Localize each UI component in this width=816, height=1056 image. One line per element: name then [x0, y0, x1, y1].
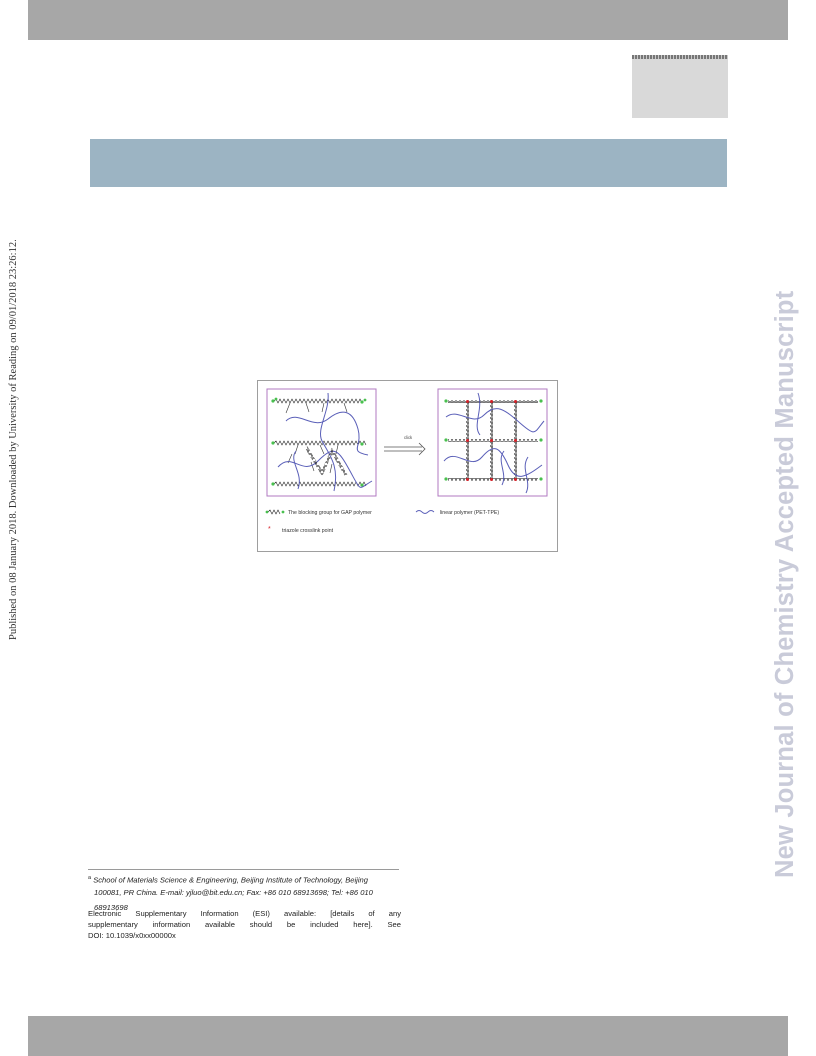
journal-logo-placeholder: [632, 55, 728, 118]
esi-line-1: Electronic Supplementary Information (ESI) available: [details of any: [88, 909, 401, 918]
reaction-arrow: [384, 435, 425, 455]
blocking-group-swatch: [268, 510, 280, 514]
panel-before: [267, 389, 376, 496]
affiliation-footnote: [88, 872, 402, 914]
logo-strip: [632, 55, 728, 59]
linear-polymer-chain: [446, 409, 544, 432]
article-title-bar: [90, 139, 727, 187]
figure-legend: [266, 510, 500, 534]
esi-line-2: supplementary information available should be included here]. See: [88, 919, 401, 929]
panel-after: [438, 389, 547, 496]
arrow-label: click: [404, 435, 413, 440]
gap-chain: [274, 482, 366, 486]
linear-polymer-chain: [286, 412, 368, 455]
legend-linear-polymer: linear polymer (PET-TPE): [440, 510, 500, 516]
gap-chain: [274, 441, 366, 445]
linear-polymer-chain: [477, 393, 480, 435]
crosslink-swatch: *: [268, 526, 271, 533]
affiliation-line-1: School of Materials Science & Engineering, Beijing Institute of Technology, Beijing: [93, 875, 368, 885]
esi-line-3: DOI: 10.1039/x0xx00000x: [88, 930, 176, 940]
gap-chain: [274, 399, 362, 403]
affiliation-line-2: 100081, PR China. E-mail: yjluo@bit.edu.cn; Fax: +86 010 68913698; Tel: +86 010: [94, 888, 373, 898]
linear-polymer-swatch: [416, 511, 434, 514]
footer-band: [28, 1016, 788, 1056]
accepted-manuscript-watermark: New Journal of Chemistry Accepted Manuscript: [771, 290, 799, 878]
esi-footnote: [88, 909, 401, 941]
affiliation-mark: a: [88, 875, 92, 881]
scheme-graphic: [258, 381, 557, 551]
publication-stamp: Published on 08 January 2018. Downloaded by University of Reading on 09/01/2018 23:26:12.: [8, 239, 19, 640]
affiliation-line-3: 68913698: [94, 902, 128, 912]
header-band: [28, 0, 788, 40]
footnote-rule: [88, 869, 399, 870]
legend-blocking-group: The blocking group for GAP polymer: [288, 510, 372, 516]
figure-crosslinking-scheme: [257, 380, 558, 552]
legend-crosslink: triazole crosslink point: [282, 528, 334, 534]
